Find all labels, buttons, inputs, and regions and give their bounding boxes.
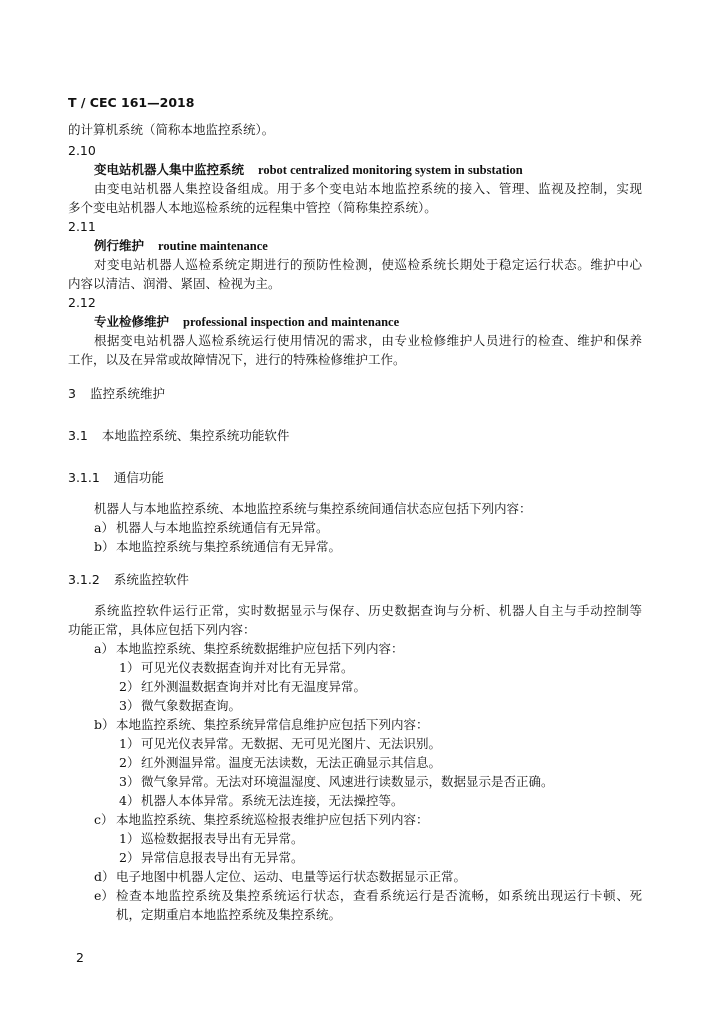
list-text: 本地监控系统、集控系统异常信息维护应包括下列内容： xyxy=(116,717,429,732)
definition-2-10-line1: 由变电站机器人集控设备组成。用于多个变电站本地监控系统的接入、管理、监视及控制，实现 xyxy=(94,181,642,196)
clause-number-2-12: 2.12 xyxy=(68,295,96,310)
list-item-b xyxy=(94,717,429,733)
list-item xyxy=(94,520,329,536)
sub-list-text: 可见光仪表数据查询并对比有无异常。 xyxy=(141,660,354,675)
term-2-12 xyxy=(94,314,399,330)
term-cn: 例行维护 xyxy=(94,238,145,253)
sub-list-item xyxy=(119,698,241,714)
list-text: 机器人与本地监控系统通信有无异常。 xyxy=(116,520,329,535)
paragraph-3-1-1-intro: 机器人与本地监控系统、本地监控系统与集控系统间通信状态应包括下列内容： xyxy=(94,501,532,516)
list-label: c） xyxy=(94,812,114,827)
sub-list-item xyxy=(119,736,441,752)
list-text: 电子地图中机器人定位、运动、电量等运行状态数据显示正常。 xyxy=(116,869,467,884)
sub-list-text: 微气象异常。无法对环境温湿度、风速进行读数显示，数据显示是否正确。 xyxy=(141,774,554,789)
sub-list-text: 巡检数据报表导出有无异常。 xyxy=(141,831,304,846)
list-label: a） xyxy=(94,520,114,535)
sub-list-text: 机器人本体异常。系统无法连接，无法操控等。 xyxy=(141,793,404,808)
section-title: 本地监控系统、集控系统功能软件 xyxy=(101,428,290,443)
section-heading-3-1-1 xyxy=(68,470,164,486)
definition-2-12-line2: 工作，以及在异常或故障情况下，进行的特殊检修维护工作。 xyxy=(68,352,406,367)
sub-list-label: 1） xyxy=(119,831,140,846)
sub-list-label: 2） xyxy=(119,755,140,770)
term-en: robot centralized monitoring system in substation xyxy=(258,163,523,177)
term-en: professional inspection and maintenance xyxy=(183,315,400,329)
list-label: e） xyxy=(94,888,114,903)
term-cn: 专业检修维护 xyxy=(94,314,170,329)
list-label: a） xyxy=(94,641,114,656)
sub-list-label: 4） xyxy=(119,793,140,808)
sub-list-label: 3） xyxy=(119,698,140,713)
definition-2-12-line1: 根据变电站机器人巡检系统运行使用情况的需求，由专业检修维护人员进行的检查、维护和保养 xyxy=(94,333,642,348)
sub-list-item xyxy=(119,774,554,790)
sub-list-item xyxy=(119,755,441,771)
paragraph-3-1-2-line1: 系统监控软件运行正常，实时数据显示与保存、历史数据查询与分析、机器人自主与手动控制等 xyxy=(94,603,642,618)
list-item-a xyxy=(94,641,404,657)
sub-list-label: 2） xyxy=(119,679,140,694)
section-heading-3-1-2 xyxy=(68,572,189,588)
section-number: 3.1.1 xyxy=(68,470,100,485)
list-label: b） xyxy=(94,539,115,554)
standard-code: T / CEC 161—2018 xyxy=(68,95,195,110)
intro-line: 的计算机系统（简称本地监控系统）。 xyxy=(68,122,275,137)
sub-list-label: 1） xyxy=(119,660,140,675)
section-number: 3 xyxy=(68,386,76,401)
sub-list-text: 异常信息报表导出有无异常。 xyxy=(141,850,304,865)
list-text: 本地监控系统、集控系统数据维护应包括下列内容： xyxy=(116,641,404,656)
list-item-d xyxy=(94,869,466,885)
list-item-e-continuation: 机，定期重启本地监控系统及集控系统。 xyxy=(116,907,342,922)
section-number: 3.1.2 xyxy=(68,572,100,587)
sub-list-text: 红外测温异常。温度无法读数，无法正确显示其信息。 xyxy=(141,755,442,770)
sub-list-text: 可见光仪表异常。无数据、无可见光图片、无法识别。 xyxy=(141,736,442,751)
sub-list-label: 3） xyxy=(119,774,140,789)
sub-list-text: 红外测温数据查询并对比有无温度异常。 xyxy=(141,679,367,694)
section-number: 3.1 xyxy=(68,428,88,443)
sub-list-label: 1） xyxy=(119,736,140,751)
section-heading-3 xyxy=(68,386,165,402)
sub-list-text: 微气象数据查询。 xyxy=(141,698,242,713)
list-text: 检查本地监控系统及集控系统运行状态，查看系统运行是否流畅，如系统出现运行卡顿、死 xyxy=(116,888,642,903)
clause-number-2-10: 2.10 xyxy=(68,143,96,158)
section-title: 监控系统维护 xyxy=(89,386,165,401)
clause-number-2-11: 2.11 xyxy=(68,219,96,234)
sub-list-item xyxy=(119,793,404,809)
sub-list-item xyxy=(119,831,304,847)
list-item xyxy=(94,539,341,555)
sub-list-item xyxy=(119,850,304,866)
term-cn: 变电站机器人集中监控系统 xyxy=(94,162,245,177)
list-item-c xyxy=(94,812,429,828)
term-en: routine maintenance xyxy=(158,239,268,253)
definition-2-11-line1: 对变电站机器人巡检系统定期进行的预防性检测，使巡检系统长期处于稳定运行状态。维护中心 xyxy=(94,257,642,272)
section-title: 通信功能 xyxy=(113,470,164,485)
sub-list-item xyxy=(119,679,366,695)
sub-list-label: 2） xyxy=(119,850,140,865)
definition-2-11-line2: 内容以清洁、润滑、紧固、检视为主。 xyxy=(68,276,281,291)
list-label: d） xyxy=(94,869,115,884)
term-2-10 xyxy=(94,162,523,178)
list-item-e xyxy=(94,888,642,904)
paragraph-3-1-2-line2: 功能正常，具体应包括下列内容： xyxy=(68,622,256,637)
section-heading-3-1 xyxy=(68,428,289,444)
section-title: 系统监控软件 xyxy=(113,572,189,587)
sub-list-item xyxy=(119,660,354,676)
list-text: 本地监控系统与集控系统通信有无异常。 xyxy=(116,539,342,554)
list-label: b） xyxy=(94,717,115,732)
definition-2-10-line2: 多个变电站机器人本地巡检系统的远程集中管控（简称集控系统）。 xyxy=(68,200,437,215)
list-text: 本地监控系统、集控系统巡检报表维护应包括下列内容： xyxy=(116,812,429,827)
page-number: 2 xyxy=(76,950,84,965)
term-2-11 xyxy=(94,238,268,254)
